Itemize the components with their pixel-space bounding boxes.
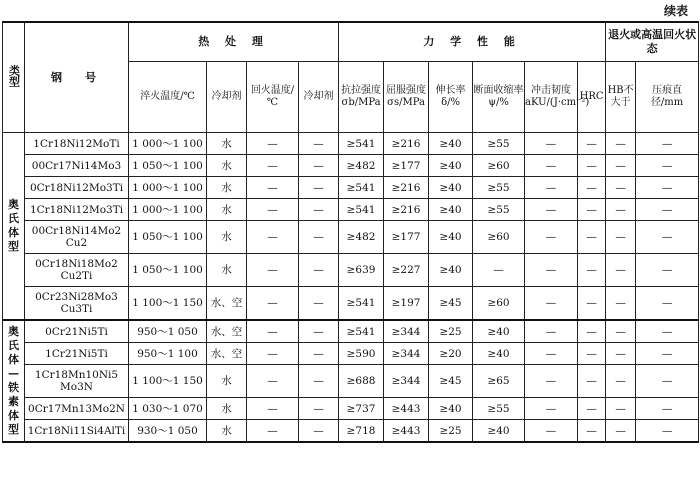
- value-cell: 1 000～1 100: [129, 199, 207, 221]
- value-cell: ≥40: [473, 343, 525, 365]
- value-cell: —: [606, 254, 636, 287]
- column-header: HB不大于: [606, 62, 636, 133]
- value-cell: —: [525, 365, 578, 398]
- value-cell: ≥216: [384, 199, 429, 221]
- value-cell: —: [606, 343, 636, 365]
- value-cell: —: [299, 398, 339, 420]
- column-header: 冷却剂: [207, 62, 247, 133]
- value-cell: ≥40: [473, 420, 525, 443]
- value-cell: 1 050～1 100: [129, 221, 207, 254]
- column-header: HRC: [578, 62, 606, 133]
- type-cell: 奥氏体—铁素体型: [3, 320, 25, 442]
- grade-cell: 0Cr21Ni5Ti: [25, 320, 129, 343]
- value-cell: —: [636, 199, 699, 221]
- value-cell: ≥443: [384, 420, 429, 443]
- value-cell: ≥197: [384, 287, 429, 321]
- continued-label: 续表: [663, 4, 688, 18]
- value-cell: ≥40: [429, 254, 473, 287]
- value-cell: ≥25: [429, 320, 473, 343]
- value-cell: —: [299, 287, 339, 321]
- value-cell: —: [636, 420, 699, 443]
- value-cell: ≥55: [473, 199, 525, 221]
- value-cell: ≥40: [473, 320, 525, 343]
- value-cell: ≥216: [384, 177, 429, 199]
- table-row: [3, 320, 699, 343]
- value-cell: ≥60: [473, 155, 525, 177]
- table-row: [3, 199, 699, 221]
- value-cell: —: [473, 254, 525, 287]
- value-cell: ≥40: [429, 199, 473, 221]
- value-cell: —: [636, 343, 699, 365]
- value-cell: 1 030～1 070: [129, 398, 207, 420]
- grade-cell: 00Cr17Ni14Mo3: [25, 155, 129, 177]
- value-cell: ≥40: [429, 133, 473, 155]
- value-cell: 水: [207, 221, 247, 254]
- value-cell: ≥344: [384, 343, 429, 365]
- value-cell: —: [247, 254, 299, 287]
- value-cell: —: [525, 320, 578, 343]
- value-cell: —: [606, 398, 636, 420]
- value-cell: —: [299, 177, 339, 199]
- value-cell: 950～1 100: [129, 343, 207, 365]
- value-cell: ≥45: [429, 365, 473, 398]
- value-cell: 水: [207, 398, 247, 420]
- value-cell: —: [525, 133, 578, 155]
- grade-cell: 0Cr17Mn13Mo2N: [25, 398, 129, 420]
- grade-cell: 1Cr18Ni12MoTi: [25, 133, 129, 155]
- value-cell: 水: [207, 199, 247, 221]
- value-cell: ≥541: [339, 199, 384, 221]
- value-cell: —: [606, 155, 636, 177]
- table-row: [3, 155, 699, 177]
- value-cell: 1 000～1 100: [129, 133, 207, 155]
- grade-cell: 0Cr18Ni18Mo2 Cu2Ti: [25, 254, 129, 287]
- value-cell: —: [606, 199, 636, 221]
- value-cell: —: [636, 221, 699, 254]
- value-cell: ≥25: [429, 420, 473, 443]
- value-cell: —: [606, 320, 636, 343]
- value-cell: ≥60: [473, 221, 525, 254]
- value-cell: —: [578, 398, 606, 420]
- value-cell: —: [525, 398, 578, 420]
- value-cell: —: [525, 221, 578, 254]
- value-cell: ≥639: [339, 254, 384, 287]
- value-cell: ≥20: [429, 343, 473, 365]
- value-cell: 950～1 050: [129, 320, 207, 343]
- value-cell: ≥688: [339, 365, 384, 398]
- value-cell: —: [636, 133, 699, 155]
- grade-cell: 1Cr18Ni12Mo3Ti: [25, 199, 129, 221]
- value-cell: —: [606, 221, 636, 254]
- type-cell: 奥氏体型: [3, 133, 25, 321]
- value-cell: 1 000～1 100: [129, 177, 207, 199]
- value-cell: 1 100～1 150: [129, 365, 207, 398]
- header-heat-treatment: 热 处 理: [129, 22, 339, 62]
- value-cell: —: [578, 155, 606, 177]
- table-row: [3, 177, 699, 199]
- table-row: [3, 287, 699, 321]
- value-cell: —: [636, 365, 699, 398]
- grade-cell: 1Cr18Mn10Ni5 Mo3N: [25, 365, 129, 398]
- value-cell: —: [578, 420, 606, 443]
- value-cell: —: [636, 254, 699, 287]
- value-cell: ≥216: [384, 133, 429, 155]
- value-cell: —: [636, 155, 699, 177]
- grade-cell: 0Cr18Ni12Mo3Ti: [25, 177, 129, 199]
- value-cell: —: [525, 287, 578, 321]
- value-cell: ≥60: [473, 287, 525, 321]
- value-cell: —: [525, 199, 578, 221]
- value-cell: —: [525, 155, 578, 177]
- value-cell: ≥737: [339, 398, 384, 420]
- value-cell: ≥590: [339, 343, 384, 365]
- value-cell: —: [636, 398, 699, 420]
- value-cell: —: [247, 343, 299, 365]
- value-cell: —: [606, 365, 636, 398]
- value-cell: —: [247, 133, 299, 155]
- value-cell: ≥177: [384, 221, 429, 254]
- value-cell: ≥45: [429, 287, 473, 321]
- value-cell: ≥55: [473, 398, 525, 420]
- column-header: 压痕直径/mm: [636, 62, 699, 133]
- column-header: 淬火温度/℃: [129, 62, 207, 133]
- column-header: 回火温度/℃: [247, 62, 299, 133]
- value-cell: —: [606, 133, 636, 155]
- value-cell: —: [247, 365, 299, 398]
- value-cell: ≥541: [339, 320, 384, 343]
- grade-cell: 1Cr18Ni11Si4AlTi: [25, 420, 129, 443]
- value-cell: 水: [207, 420, 247, 443]
- table-row: [3, 420, 699, 443]
- value-cell: —: [247, 398, 299, 420]
- value-cell: ≥65: [473, 365, 525, 398]
- value-cell: —: [606, 177, 636, 199]
- value-cell: ≥40: [429, 398, 473, 420]
- value-cell: 水: [207, 365, 247, 398]
- column-header: 冲击韧度aKU/(J·cm⁻²): [525, 62, 578, 133]
- value-cell: —: [636, 287, 699, 321]
- value-cell: ≥718: [339, 420, 384, 443]
- value-cell: —: [525, 420, 578, 443]
- value-cell: —: [525, 343, 578, 365]
- value-cell: —: [578, 320, 606, 343]
- value-cell: —: [247, 199, 299, 221]
- table-row: [3, 221, 699, 254]
- value-cell: —: [299, 420, 339, 443]
- value-cell: —: [578, 254, 606, 287]
- value-cell: ≥541: [339, 177, 384, 199]
- value-cell: —: [578, 221, 606, 254]
- value-cell: —: [299, 133, 339, 155]
- value-cell: —: [578, 133, 606, 155]
- value-cell: 水: [207, 133, 247, 155]
- value-cell: —: [247, 420, 299, 443]
- value-cell: —: [606, 420, 636, 443]
- value-cell: —: [525, 177, 578, 199]
- value-cell: ≥55: [473, 177, 525, 199]
- table-row: [3, 133, 699, 155]
- value-cell: —: [578, 343, 606, 365]
- value-cell: —: [299, 221, 339, 254]
- value-cell: —: [636, 320, 699, 343]
- value-cell: ≥482: [339, 221, 384, 254]
- value-cell: 1 050～1 100: [129, 254, 207, 287]
- value-cell: —: [299, 365, 339, 398]
- header-type: 类型: [3, 22, 25, 133]
- column-header: 断面收缩率ψ/%: [473, 62, 525, 133]
- column-header: 抗拉强度σb/MPa: [339, 62, 384, 133]
- value-cell: —: [578, 177, 606, 199]
- value-cell: 水: [207, 177, 247, 199]
- value-cell: 1 050～1 100: [129, 155, 207, 177]
- value-cell: 水、空: [207, 320, 247, 343]
- value-cell: ≥227: [384, 254, 429, 287]
- value-cell: —: [247, 221, 299, 254]
- value-cell: ≥443: [384, 398, 429, 420]
- value-cell: 930～1 050: [129, 420, 207, 443]
- value-cell: ≥40: [429, 155, 473, 177]
- value-cell: —: [247, 177, 299, 199]
- value-cell: —: [247, 320, 299, 343]
- value-cell: ≥344: [384, 365, 429, 398]
- value-cell: —: [525, 254, 578, 287]
- value-cell: —: [606, 287, 636, 321]
- value-cell: —: [578, 365, 606, 398]
- value-cell: —: [299, 320, 339, 343]
- value-cell: ≥344: [384, 320, 429, 343]
- header-grade: 钢 号: [25, 22, 129, 133]
- value-cell: ≥482: [339, 155, 384, 177]
- value-cell: ≥55: [473, 133, 525, 155]
- column-header: 伸长率δ/%: [429, 62, 473, 133]
- table-row: [3, 254, 699, 287]
- value-cell: ≥40: [429, 177, 473, 199]
- value-cell: —: [299, 199, 339, 221]
- column-header: 冷却剂: [299, 62, 339, 133]
- table-row: [3, 365, 699, 398]
- value-cell: 水、空: [207, 287, 247, 321]
- value-cell: —: [578, 287, 606, 321]
- value-cell: ≥541: [339, 133, 384, 155]
- table-row: [3, 343, 699, 365]
- grade-cell: 1Cr21Ni5Ti: [25, 343, 129, 365]
- value-cell: 水: [207, 254, 247, 287]
- value-cell: 1 100～1 150: [129, 287, 207, 321]
- value-cell: —: [247, 287, 299, 321]
- table-row: [3, 398, 699, 420]
- value-cell: —: [636, 177, 699, 199]
- grade-cell: 00Cr18Ni14Mo2 Cu2: [25, 221, 129, 254]
- value-cell: ≥177: [384, 155, 429, 177]
- value-cell: —: [578, 199, 606, 221]
- value-cell: ≥541: [339, 287, 384, 321]
- value-cell: ≥40: [429, 221, 473, 254]
- value-cell: —: [299, 343, 339, 365]
- column-header: 屈服强度σs/MPa: [384, 62, 429, 133]
- value-cell: —: [299, 254, 339, 287]
- value-cell: —: [247, 155, 299, 177]
- grade-cell: 0Cr23Ni28Mo3 Cu3Ti: [25, 287, 129, 321]
- value-cell: —: [299, 155, 339, 177]
- header-mechanical: 力 学 性 能: [339, 22, 606, 62]
- value-cell: 水、空: [207, 343, 247, 365]
- header-annealing: 退火或高温回火状态: [606, 22, 699, 62]
- value-cell: 水: [207, 155, 247, 177]
- steel-table: [2, 21, 699, 443]
